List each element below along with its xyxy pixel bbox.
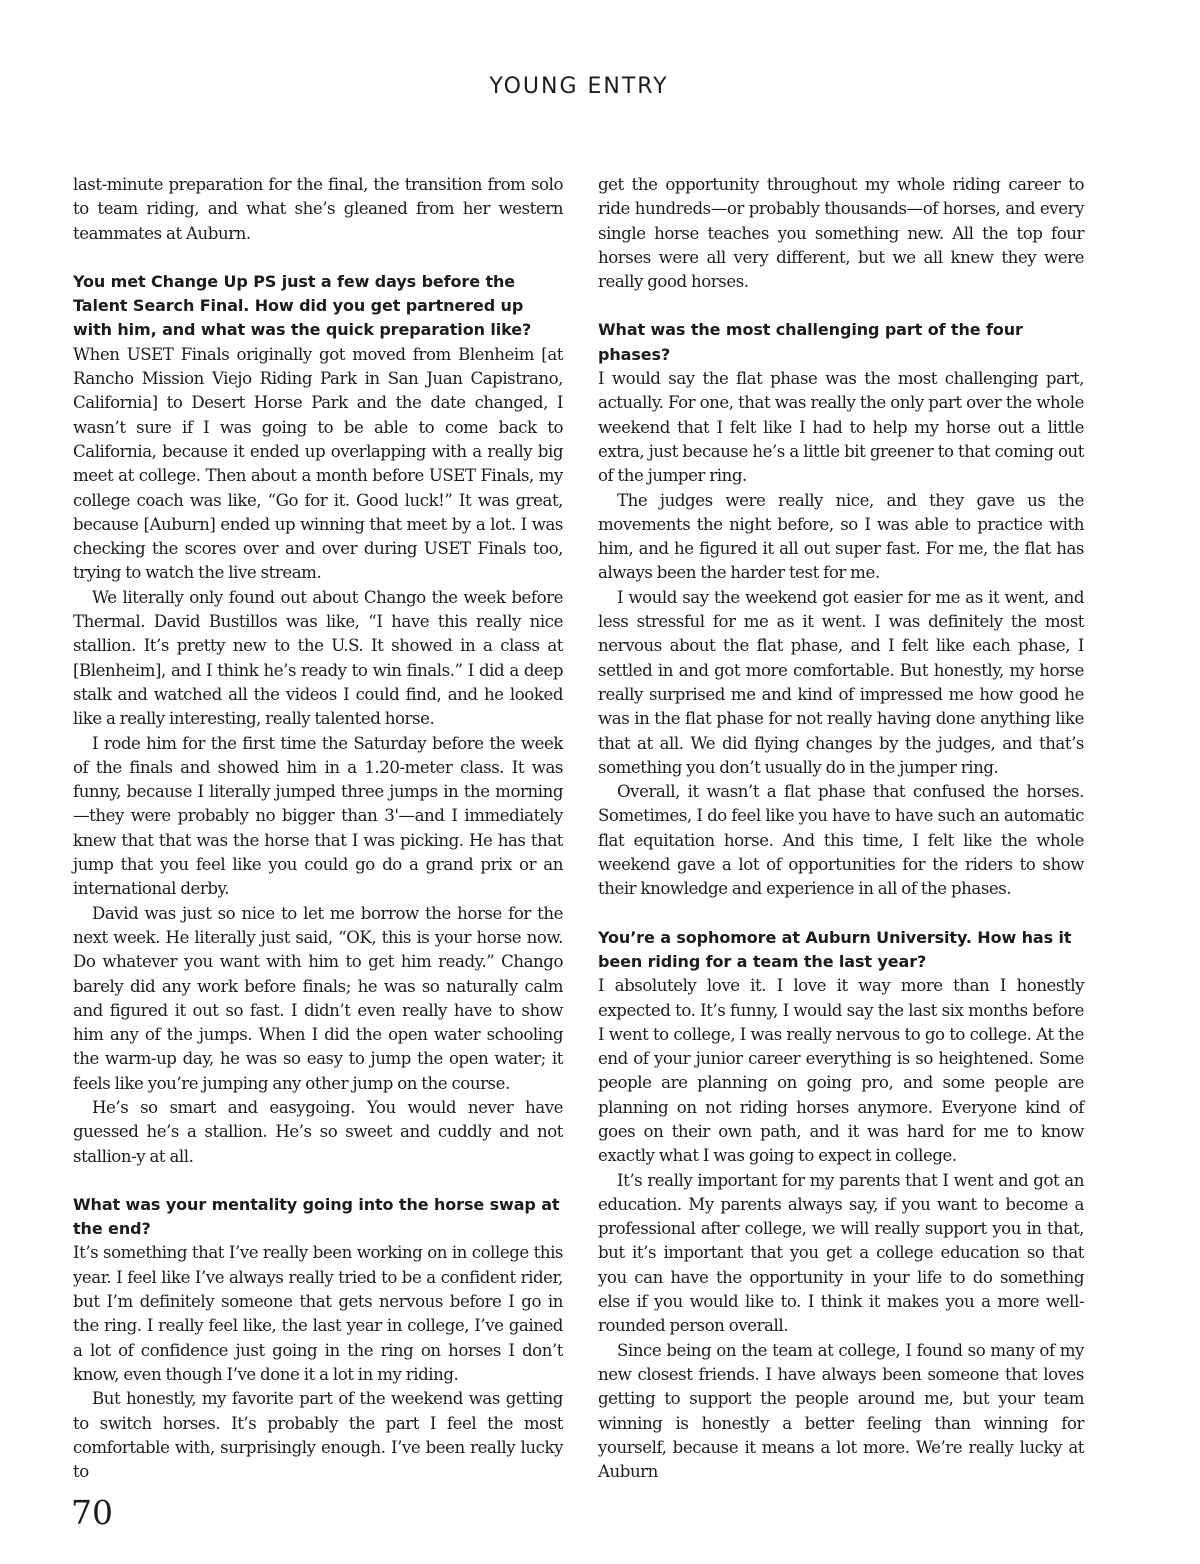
question-heading: What was the most challenging part of the four phases? [598,320,1023,364]
spacer [598,294,1084,318]
paragraph: But honestly, my favorite part of the weekend was getting to switch horses. It’s probably the part I feel the most comfortable with, surprisingly enough. I’ve been really lucky to [73,1389,563,1482]
paragraph: I absolutely love it. I love it way more than I honestly expected to. It’s funny, I would say the last six months before I went to college, I was really nervous to go to college. At the end of your junior career everything is so heightened. Some people are planning on going pro, and some people are planning on not riding horses anymore. Everyone kind of goes on their own path, and it was hard for me to know exactly what I was going to expect in college. [598,976,1084,1166]
paragraph: I would say the flat phase was the most challenging part, actually. For one, that was really the only part over the whole weekend that I felt like I had to help my horse out a little extra, just because he’s a little bit greener to that coming out of the jumper ring. [598,369,1084,486]
paragraph: When USET Finals originally got moved from Blenheim [at Rancho Mission Viejo Riding Park in San Juan Capistrano, California] to Desert Horse Park and the date changed, I wasn’t sure if I was going to be able to come back to California, because it ended up overlapping with a really big meet at college. Then about a month before USET Finals, my college coach was like, “Go for it. Good luck!” It was great, because [Auburn] ended up winning that meet by a lot. I was checking the scores over and over during USET Finals too, trying to watch the live stream. [73,344,563,583]
right-column [598,173,1084,1484]
spacer [73,246,563,270]
paragraph: get the opportunity throughout my whole riding career to ride hundreds—or probably thousands—of horses, and every single horse teaches you something new. All the top four horses were all very different, but we all knew they were really good horses. [598,175,1084,292]
section-title: YOUNG ENTRY [489,74,669,99]
paragraph: Since being on the team at college, I found so many of my new closest friends. I have always been someone that loves getting to support the people around me, but your team winning is honestly a better feeling than winning for yourself, because it means a lot more. We’re really lucky at Auburn [598,1340,1084,1482]
paragraph: We literally only found out about Chango the week before Thermal. David Bustillos was like, “I have this really nice stallion. It’s pretty new to the U.S. It showed in a class at [Blenheim], and I think he’s ready to win finals.” I did a deep stalk and watched all the videos I could find, and he looked like a really interesting, really talented horse. [73,587,563,729]
page-number: 70 [71,1493,113,1532]
paragraph: Overall, it wasn’t a flat phase that confused the horses. Sometimes, I do feel like you have to have such an automatic flat equitation horse. And this time, I felt like the whole weekend gave a lot of opportunities for the riders to show their knowledge and experience in all of the phases. [598,782,1084,899]
paragraph: The judges were really nice, and they gave us the movements the night before, so I was able to practice with him, and he figured it all out super fast. For me, the flat has always been the harder test for me. [598,490,1084,583]
paragraph: It’s something that I’ve really been working on in college this year. I feel like I’ve always really tried to be a confident rider, but I’m definitely someone that gets nervous before I go in the ring. I really feel like, the last year in college, I’ve gained a lot of confidence just going in the ring on horses I don’t know, even though I’ve done it a lot in my riding. [73,1243,563,1384]
paragraph: last-minute preparation for the final, the transition from solo to team riding, and what she’s gleaned from her western teammates at Auburn. [73,175,563,243]
paragraph: He’s so smart and easygoing. You would never have guessed he’s a stallion. He’s so sweet and cuddly and not stallion-y at all. [73,1097,563,1166]
left-column [73,173,563,1484]
paragraph: I would say the weekend got easier for me as it went, and less stressful for me as it went. I was definitely the most nervous about the flat phase, and I felt like each phase, I settled in and got more comfortable. But honestly, my horse really surprised me and kind of impressed me how good he was in the flat phase for not really having done anything like that at all. We did flying changes by the judges, and that’s something you don’t usually do in the jumper ring. [598,587,1084,777]
paragraph: It’s really important for my parents that I went and got an education. My parents always say, if you want to become a professional after college, we will really support you in that, but it’s important that you get a college education so that you can have the opportunity in your life to do something else if you would like to. I think it makes you a more well-rounded person overall. [598,1170,1084,1336]
question-heading: What was your mentality going into the horse swap at the end? [73,1194,560,1239]
paragraph: I rode him for the first time the Saturday before the week of the finals and showed him in a 1.20-meter class. It was funny, because I literally jumped three jumps in the morning—they were probably no bigger than 3'—and I immediately knew that that was the horse that I was picking. He has that jump that you feel like you could go do a grand prix or an international derby. [73,733,563,899]
question-heading: You met Change Up PS just a few days before the Talent Search Final. How did you get partnered up with him, and what was the quick preparation like? [73,271,532,340]
question-heading: You’re a sophomore at Auburn University. How has it been riding for a team the last year? [598,927,1072,971]
spacer [73,1169,563,1193]
paragraph: David was just so nice to let me borrow the horse for the next week. He literally just said, “OK, this is your horse now. Do whatever you want with him to get him ready.” Chango barely did any work before finals; he was so naturally calm and figured it out so fast. I didn’t even really have to show him any of the jumps. When I did the open water schooling the warm-up day, he was so easy to jump the open water; it feels like you’re jumping any other jump on the course. [73,903,563,1093]
spacer [598,902,1084,926]
